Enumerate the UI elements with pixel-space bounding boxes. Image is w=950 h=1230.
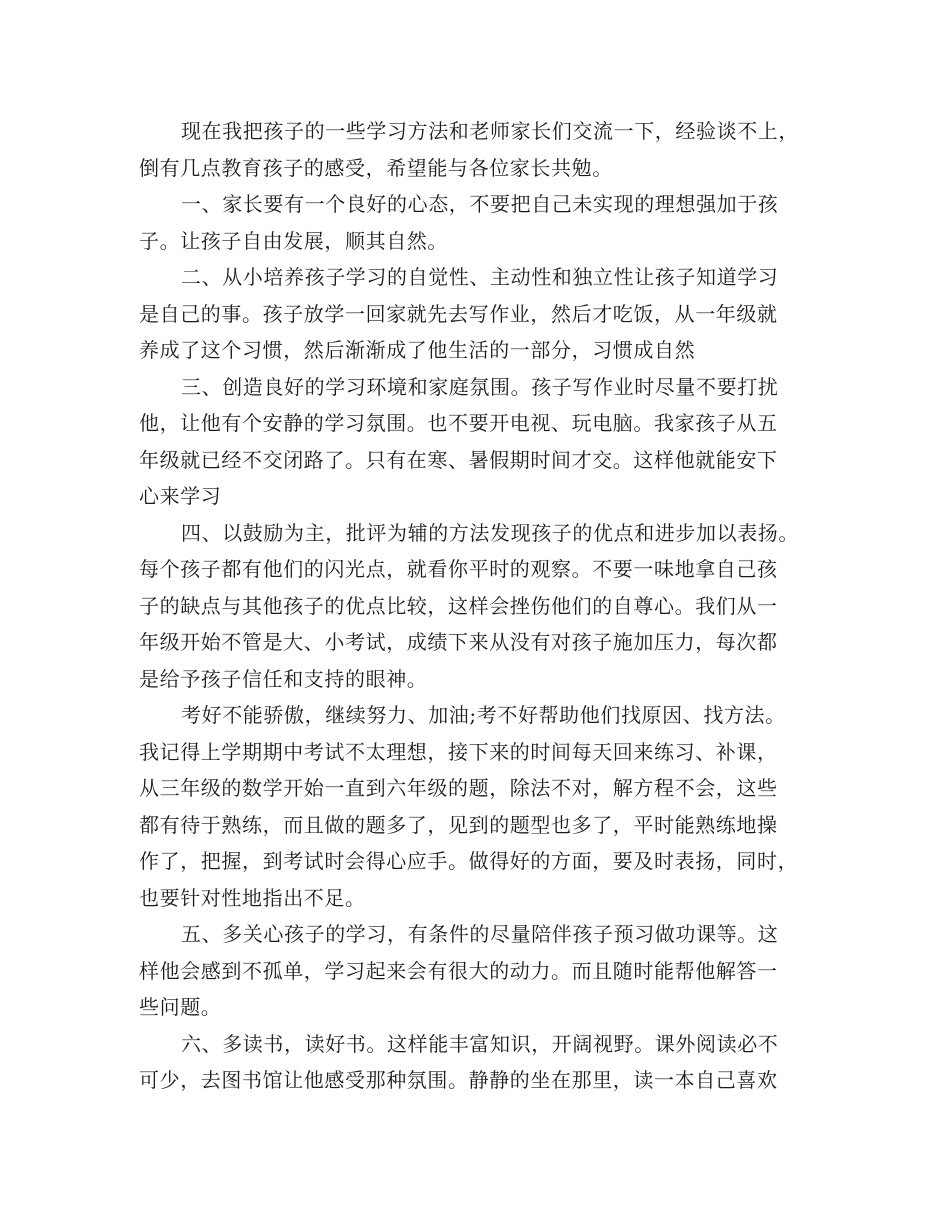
text-line: 作了，把握，到考试时会得心应手。做得好的方面，要及时表扬，同时， (139, 849, 799, 873)
paragraph (139, 515, 829, 698)
text-line: 是给予孩子信任和支持的眼神。 (139, 666, 428, 691)
paragraph (139, 697, 829, 916)
text-line: 也要针对性地指出不足。 (139, 885, 366, 910)
paragraph (139, 1026, 829, 1099)
text-line: 一、家长要有一个良好的心态，不要把自己未实现的理想强加于孩 (181, 192, 779, 216)
text-line: 二、从小培养孩子学习的自觉性、主动性和独立性让孩子知道学习 (181, 265, 779, 289)
text-line: 年级就已经不交闭路了。只有在寒、暑假期时间才交。这样他就能安下 (139, 447, 778, 472)
text-line: 是自己的事。孩子放学一回家就先去写作业，然后才吃饭，从一年级就 (139, 301, 778, 326)
text-line: 都有待于熟练，而且做的题多了，见到的题型也多了，平时能熟练地操 (139, 812, 778, 837)
text-line: 他，让他有个安静的学习氛围。也不要开电视、玩电脑。我家孩子从五 (139, 411, 778, 435)
text-line: 我记得上学期期中考试不太理想，接下来的时间每天回来练习、补课， (139, 739, 778, 764)
paragraph (139, 369, 829, 515)
text-line: 六、多读书，读好书。这样能丰富知识，开阔视野。课外阅读必不 (181, 1031, 779, 1056)
text-line: 考好不能骄傲，继续努力、加油;考不好帮助他们找原因、找方法。 (181, 703, 786, 727)
text-line: 现在我把孩子的一些学习方法和老师家长们交流一下，经验谈不上， (181, 119, 799, 143)
text-line: 四、以鼓励为主，批评为辅的方法发现孩子的优点和进步加以表扬。 (181, 520, 799, 545)
text-line: 五、多关心孩子的学习，有条件的尽量陪伴孩子预习做功课等。这 (181, 922, 779, 946)
text-line: 子。让孩子自由发展，顺其自然。 (139, 228, 448, 253)
text-line: 从三年级的数学开始一直到六年级的题，除法不对，解方程不会，这些 (139, 776, 778, 800)
text-line: 心来学习 (139, 484, 222, 508)
text-line: 倒有几点教育孩子的感受，希望能与各位家长共勉。 (139, 155, 613, 180)
document-body (139, 113, 829, 1099)
text-line: 可少，去图书馆让他感受那种氛围。静静的坐在那里，读一本自己喜欢 (139, 1068, 778, 1092)
text-line: 三、创造良好的学习环境和家庭氛围。孩子写作业时尽量不要打扰 (181, 374, 779, 399)
text-line: 样他会感到不孤单，学习起来会有很大的动力。而且随时能帮他解答一 (139, 958, 778, 983)
text-line: 子的缺点与其他孩子的优点比较，这样会挫伤他们的自尊心。我们从一 (139, 593, 778, 618)
text-line: 养成了这个习惯，然后渐渐成了他生活的一部分，习惯成自然 (139, 338, 696, 362)
text-line: 些问题。 (139, 995, 222, 1019)
paragraph (139, 113, 829, 186)
paragraph (139, 916, 829, 1026)
paragraph (139, 259, 829, 369)
paragraph (139, 186, 829, 259)
text-line: 每个孩子都有他们的闪光点，就看你平时的观察。不要一味地拿自己孩 (139, 557, 778, 581)
text-line: 年级开始不管是大、小考试，成绩下来从没有对孩子施加压力，每次都 (139, 630, 778, 654)
